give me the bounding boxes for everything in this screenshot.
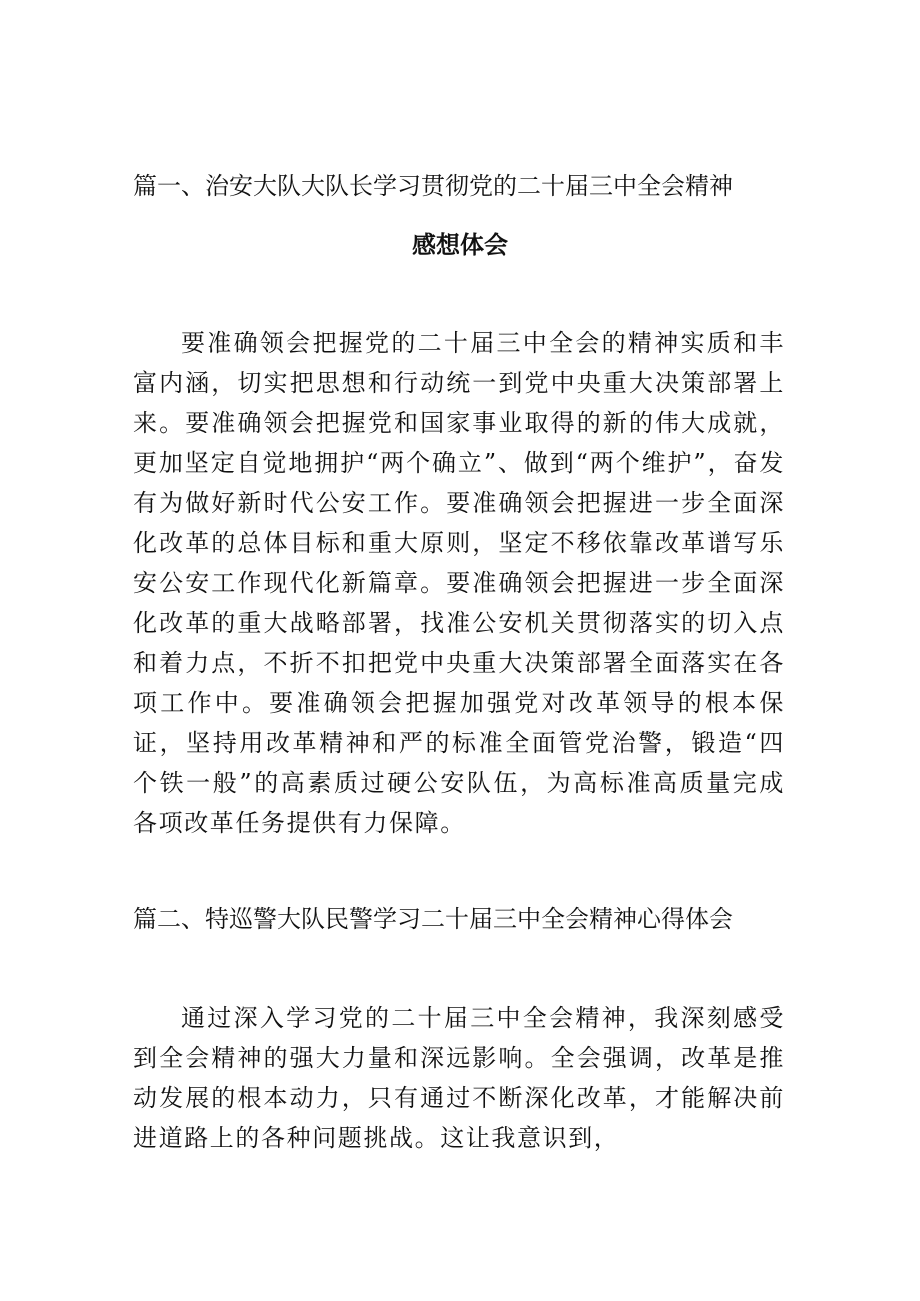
section2-paragraph: 通过深入学习党的二十届三中全会精神，我深刻感受到全会精神的强大力量和深远影响。全会强调，改革是推动发展的根本动力，只有通过不断深化改革，才能解决前进道路上的各种问题挑战。这让我意识到， bbox=[133, 1004, 785, 1152]
section1-paragraph: 要准确领会把握党的二十届三中全会的精神实质和丰富内涵，切实把思想和行动统一到党中央重大决策部署上来。要准确领会把握党和国家事业取得的新的伟大成就，更加坚定自觉地拥护“两个确立”、做到“两个维护”，奋发有为做好新时代公安工作。要准确领会把握进一步全面深化改革的总体目标和重大原则，坚定不移依靠改革谱写乐安公安工作现代化新篇章。要准确领会把握进一步全面深化改革的重大战略部署，找准公安机关贯彻落实的切入点和着力点，不折不扣把党中央重大决策部署全面落实在各项工作中。要准确领会把握加强党对改革领导的根本保证，坚持用改革精神和严的标准全面管党治警，锻造“四个铁一般”的高素质过硬公安队伍，为高标准高质量完成各项改革任务提供有力保障。 bbox=[133, 329, 785, 837]
section1-title-line2: 感想体会 bbox=[412, 231, 508, 259]
section1-title-line1: 篇一、治安大队大队长学习贯彻党的二十届三中全会精神 bbox=[133, 172, 733, 200]
section2-title: 篇二、特巡警大队民警学习二十届三中全会精神心得体会 bbox=[133, 905, 733, 933]
